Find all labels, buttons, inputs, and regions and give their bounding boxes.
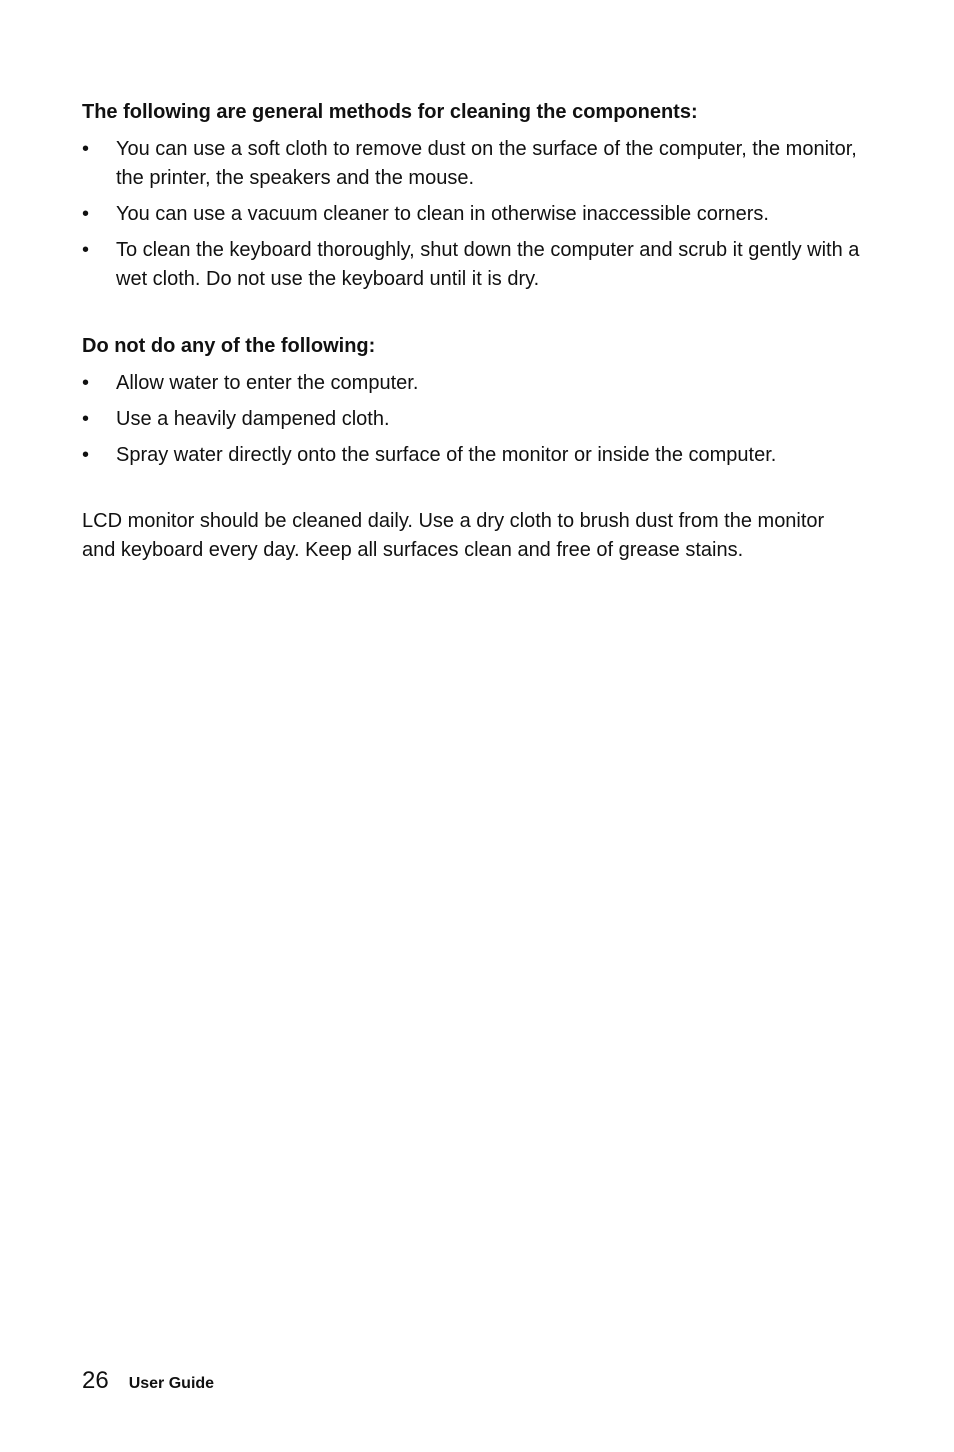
list-item	[82, 236, 862, 294]
cleaning-methods-list	[82, 135, 862, 294]
list-item-text: Spray water directly onto the surface of the monitor or inside the computer.	[116, 444, 777, 466]
list-item-text: You can use a soft cloth to remove dust on the surface of the computer, the monitor, the printer, the speakers and the mouse.	[116, 138, 857, 189]
list-item-text: Use a heavily dampened cloth.	[116, 408, 390, 430]
list-item-text: Allow water to enter the computer.	[116, 372, 419, 394]
do-not-section	[82, 332, 862, 470]
bullet-icon: •	[82, 372, 90, 394]
bullet-icon: •	[82, 239, 90, 261]
bullet-icon: •	[82, 408, 90, 430]
bullet-icon: •	[82, 138, 90, 160]
list-item	[82, 405, 862, 434]
page-content	[82, 98, 862, 565]
list-item	[82, 135, 862, 193]
footer-title: User Guide	[128, 1375, 215, 1392]
do-not-heading: Do not do any of the following:	[82, 335, 376, 357]
cleaning-methods-section	[82, 98, 862, 294]
list-item-text: You can use a vacuum cleaner to clean in otherwise inaccessible corners.	[116, 203, 769, 225]
list-item	[82, 369, 862, 398]
list-item-text: To clean the keyboard thoroughly, shut down the computer and scrub it gently with a wet cloth. Do not use the keyboard until it is dry.	[116, 239, 860, 290]
bullet-icon: •	[82, 444, 90, 466]
page-number: 26	[82, 1367, 109, 1394]
cleaning-methods-heading: The following are general methods for cleaning the components:	[82, 101, 698, 123]
list-item	[82, 441, 862, 470]
list-item	[82, 200, 862, 229]
page-footer	[82, 1366, 214, 1396]
bullet-icon: •	[82, 203, 90, 225]
lcd-cleaning-paragraph: LCD monitor should be cleaned daily. Use a dry cloth to brush dust from the monitor and keyboard every day. Keep all surfaces clean and free of grease stains.	[82, 510, 825, 561]
do-not-list	[82, 369, 862, 470]
